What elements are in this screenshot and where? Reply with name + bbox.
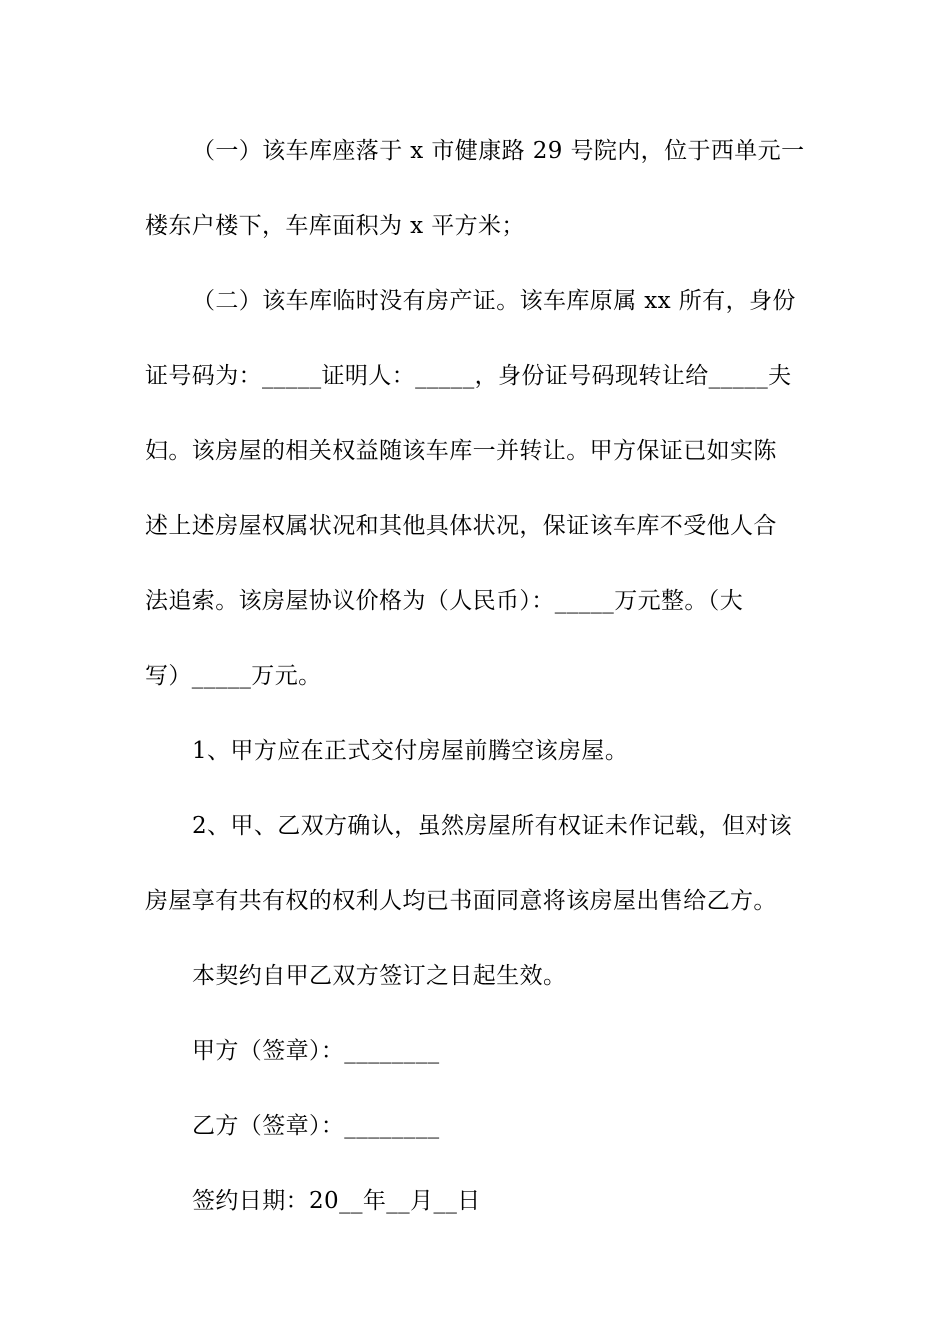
paragraph-2-line-6: 写）_____万元。 <box>145 663 322 689</box>
paragraph-1-line-1: （一）该车库座落于 x 市健康路 29 号院内，位于西单元一 <box>192 138 805 164</box>
clause-1: 1、甲方应在正式交付房屋前腾空该房屋。 <box>192 738 629 764</box>
clause-2-line-1: 2、甲、乙双方确认，虽然房屋所有权证未作记载，但对该 <box>192 813 793 839</box>
paragraph-2-line-2: 证号码为：_____证明人：_____，身份证号码现转让给_____夫 <box>145 363 792 389</box>
party-b-signature: 乙方（签章）：________ <box>192 1113 440 1139</box>
party-a-signature: 甲方（签章）：________ <box>192 1038 440 1064</box>
signing-date: 签约日期：20__年__月__日 <box>192 1188 481 1214</box>
paragraph-2-line-3: 妇。该房屋的相关权益随该车库一并转让。甲方保证已如实陈 <box>145 438 777 464</box>
clause-2-line-2: 房屋享有共有权的权利人均已书面同意将该房屋出售给乙方。 <box>145 888 777 914</box>
effective-clause: 本契约自甲乙双方签订之日起生效。 <box>192 963 567 989</box>
paragraph-2-line-4: 述上述房屋权属状况和其他具体状况，保证该车库不受他人合 <box>145 513 777 539</box>
paragraph-2-line-5: 法追索。该房屋协议价格为（人民币）：_____万元整。（大 <box>145 588 744 614</box>
paragraph-2-line-1: （二）该车库临时没有房产证。该车库原属 xx 所有，身份 <box>192 288 796 314</box>
paragraph-1-line-2: 楼东户楼下，车库面积为 x 平方米； <box>145 213 525 239</box>
